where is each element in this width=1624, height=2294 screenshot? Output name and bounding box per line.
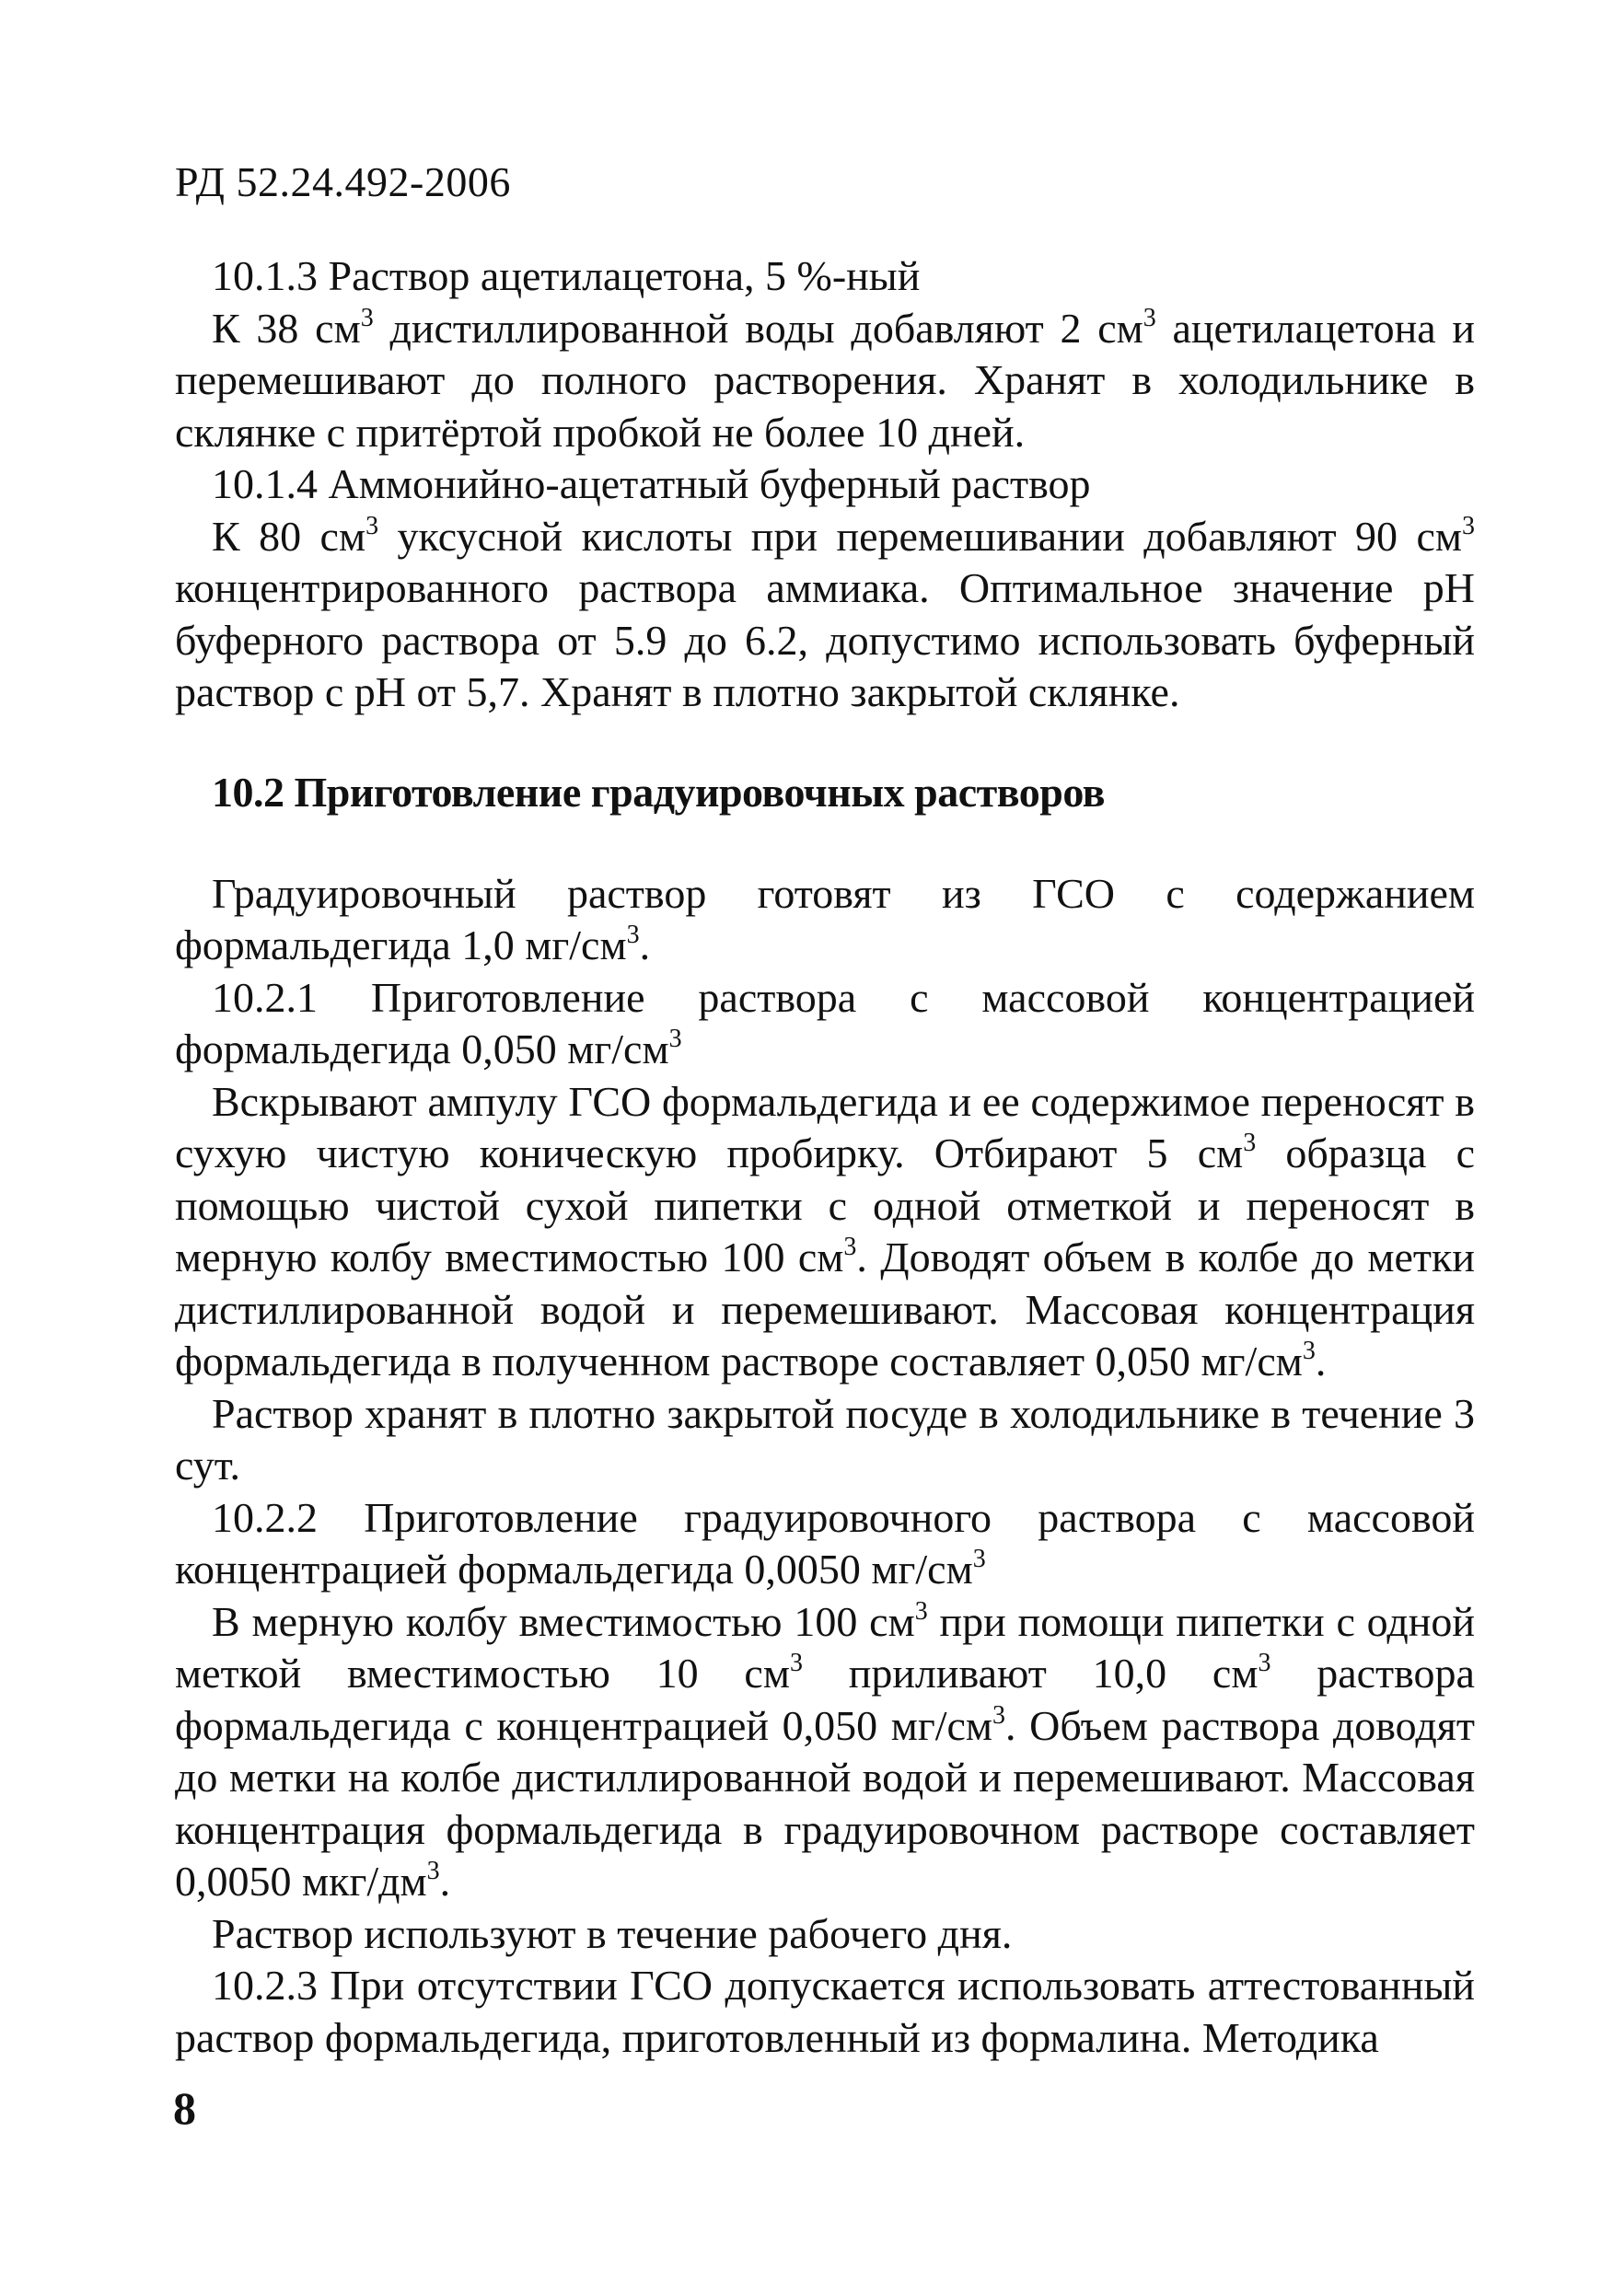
paragraph-10-1-3: К 38 $см^3$ дистиллированной воды добавляют 2 $см^3$ ацетилацетона и перемешивают до полного растворения. Хранят в холодильнике в склянке с притёртой пробкой не более 10 дней. [175,303,1475,456]
paragraph-10-2-intro: Градуировочный раствор готовят из ГСО с содержанием формальдегида 1,0 $мг/см^3$. [175,869,1475,968]
subsection-heading-10-1-3: 10.1.3 Раствор ацетилацетона, 5 %-ный [212,252,921,299]
subsection-heading-10-2-2: 10.2.2 Приготовление градуировочного раствора с массовой концентрацией формальдегида 0,0050 $мг/см^3$ [175,1493,1475,1593]
paragraph-10-2-3: 10.2.3 При отсутствии ГСО допускается использовать аттестованный раствор формальдегида, приготовленный из формалина. Методика [175,1962,1475,2061]
subsection-heading-10-2-1: 10.2.1 Приготовление раствора с массовой концентрацией формальдегида 0,050 $мг/см^3$ [175,973,1475,1072]
page-number: 8 [173,2082,196,2134]
subsection-heading-10-1-4: 10.1.4 Аммонийно-ацетатный буферный раствор [212,460,1091,507]
document-body [175,250,1475,2064]
paragraph-10-2-1-storage: Раствор хранят в плотно закрытой посуде в холодильнике в течение 3 сут. [175,1389,1475,1489]
document-id-header: РД 52.24.492-2006 [175,158,511,205]
section-heading-10-2: 10.2 Приготовление градуировочных растворов [212,768,1106,816]
paragraph-10-2-1-procedure: Вскрывают ампулу ГСО формальдегида и ее содержимое переносят в сухую чистую коническую пробирку. Отбирают 5 $см^3$ образца с помощью чистой сухой пипетки с одной отметкой и переносят в мерную колбу вместимостью 100 $см^3$. Доводят объем в колбе до метки дистиллированной водой и перемешивают. Массовая концентрация формальдегида в полученном растворе составляет 0,050 $мг/см^3$. [175,1077,1475,1385]
paragraph-10-1-4: К 80 $см^3$ уксусной кислоты при перемешивании добавляют 90 $см^3$ концентрированного раствора аммиака. Оптимальное значение pH буферного раствора от 5.9 до 6.2, допустимо использовать буферный раствор с pH от 5,7. Хранят в плотно закрытой склянке. [175,511,1475,715]
paragraph-10-2-2-procedure: В мерную колбу вместимостью 100 $см^3$ при помощи пипетки с одной меткой вместимостью 10 $см^3$ приливают 10,0 $см^3$ раствора формальдегида с концентрацией 0,050 $мг/см^3$. Объем раствора доводят до метки на колбе дистиллированной водой и перемешивают. Массовая концентрация формальдегида в градуировочном растворе составляет 0,0050 мкг/$дм^3$. [175,1596,1476,1905]
paragraph-10-2-2-usage: Раствор используют в течение рабочего дня. [212,1909,1013,1957]
